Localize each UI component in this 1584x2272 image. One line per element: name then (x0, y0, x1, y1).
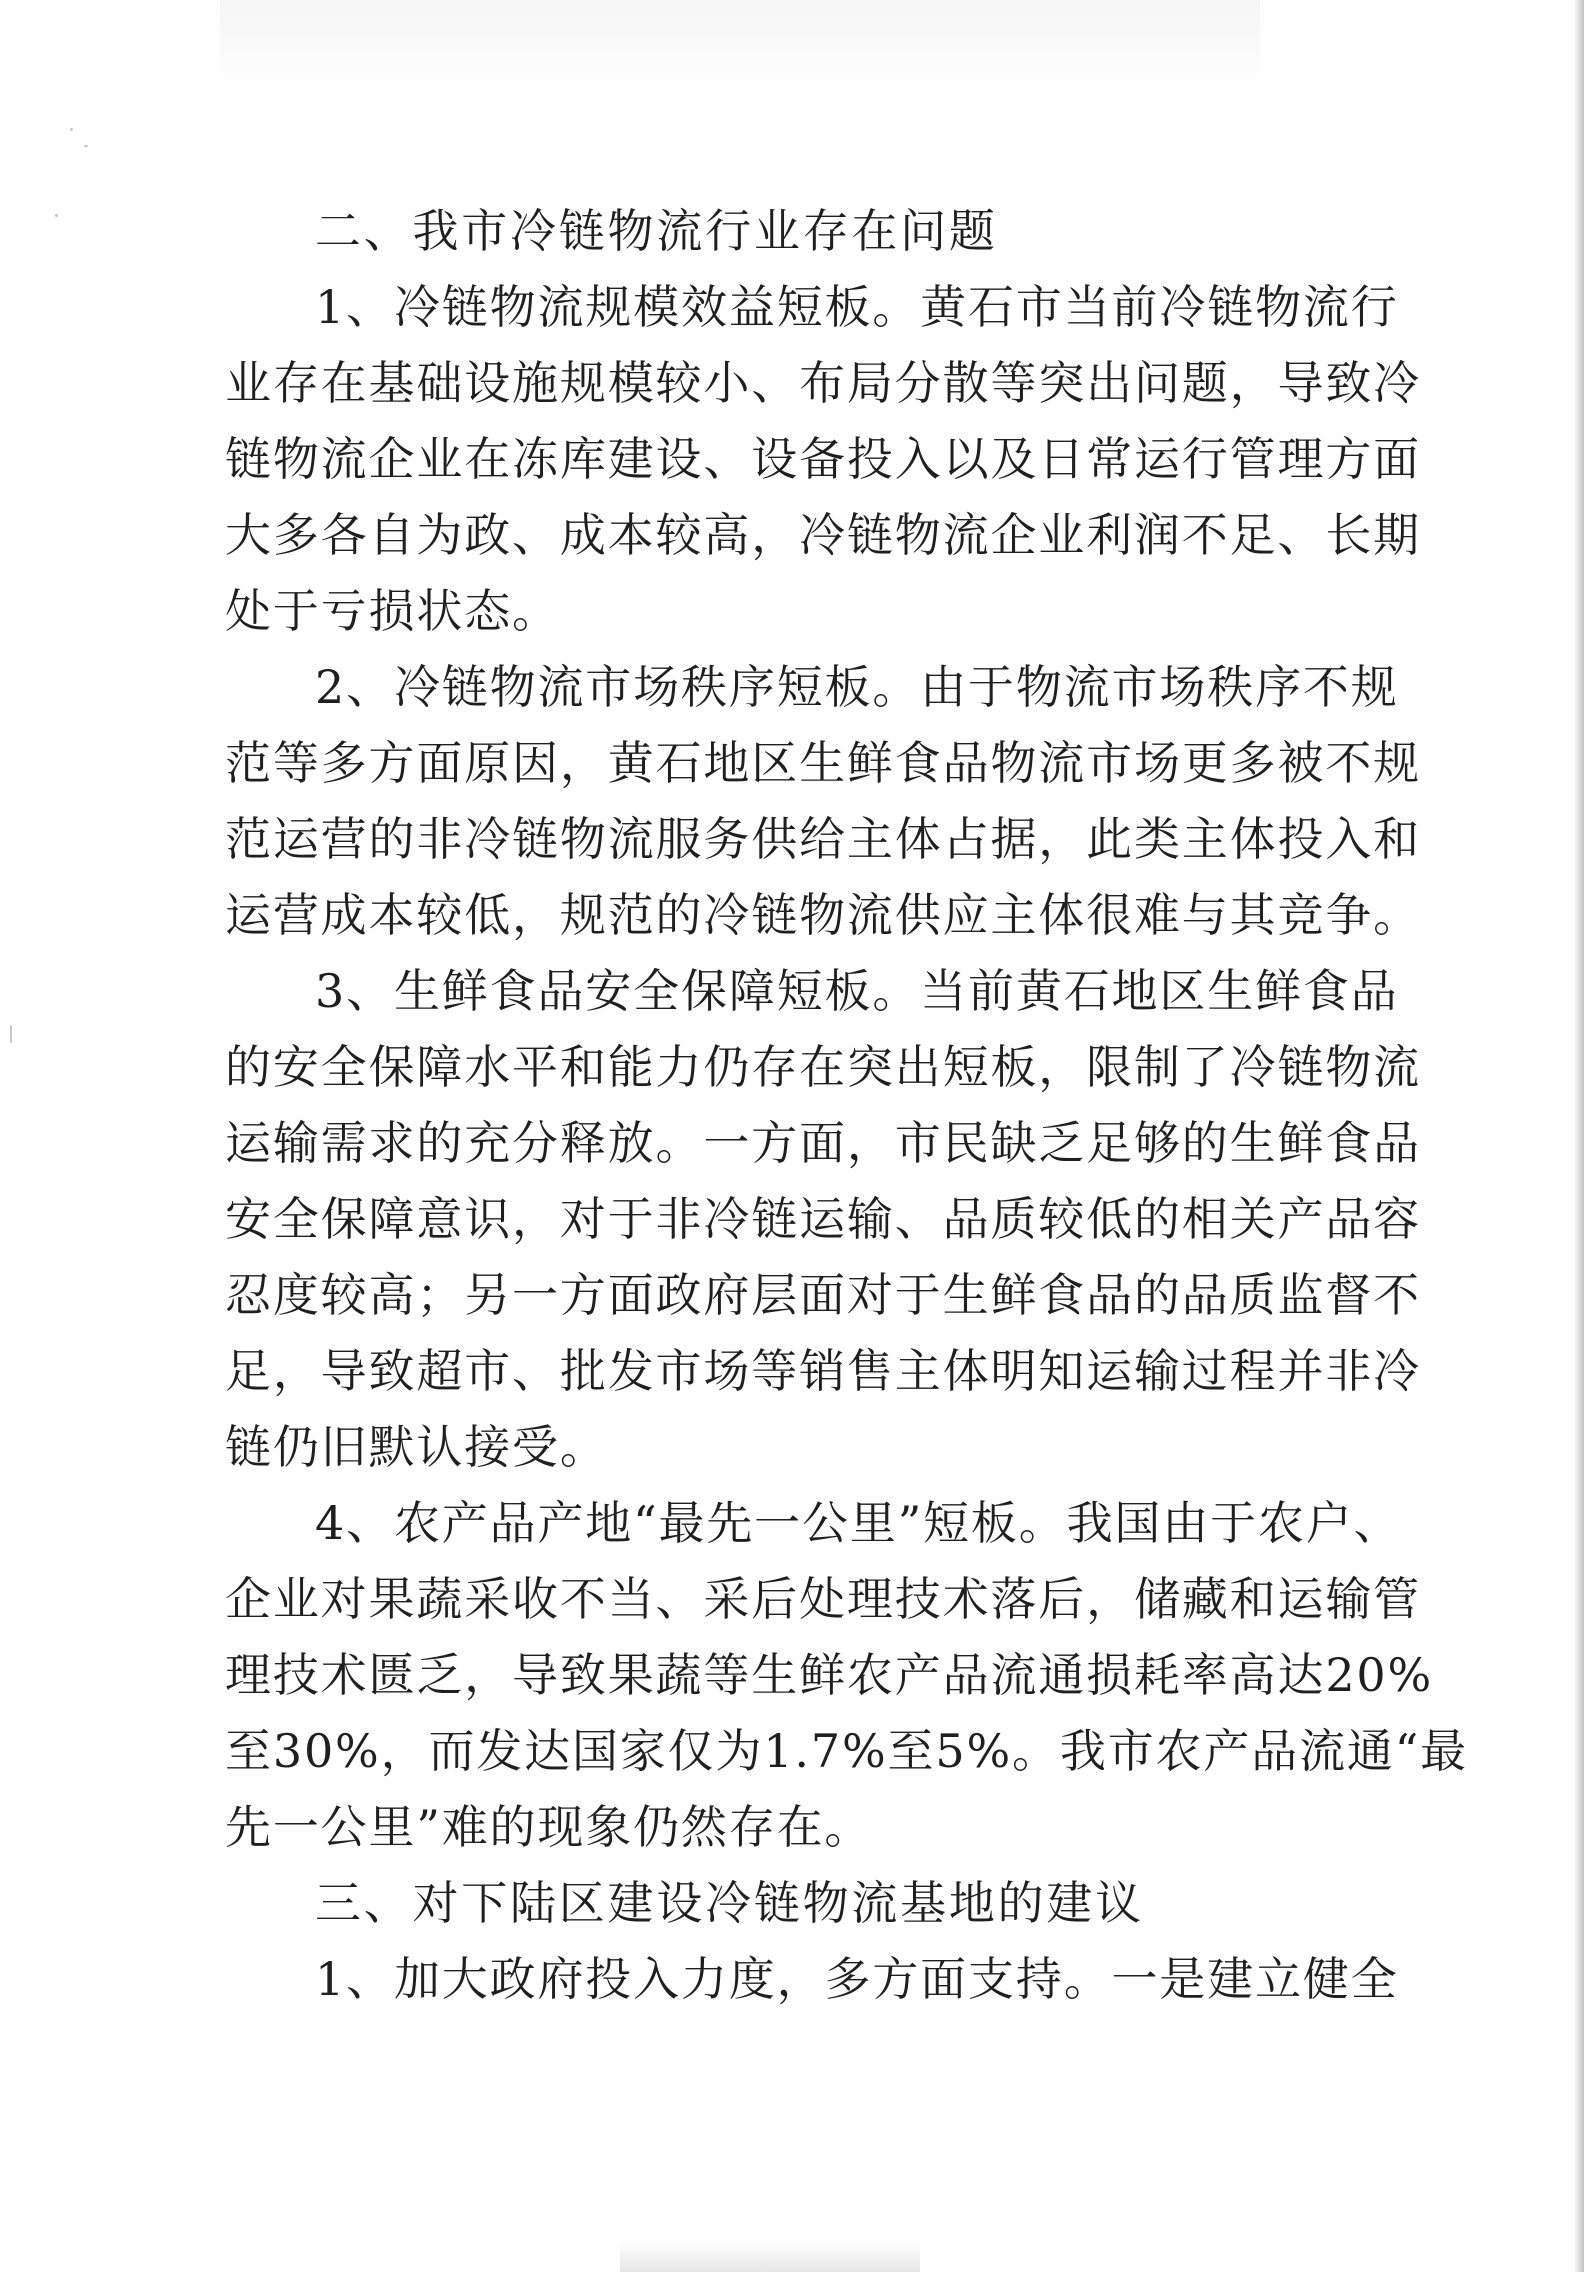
scan-mark-left-3 (55, 214, 58, 217)
document-line-20: 理技术匮乏，导致果蔬等生鲜农产品流通损耗率高达20% (225, 1648, 1434, 1702)
document-line-1: 二、我市冷链物流行业存在问题 (315, 204, 998, 258)
document-line-15: 忍度较高；另一方面政府层面对于生鲜食品的品质监督不 (225, 1268, 1421, 1322)
document-line-12: 的安全保障水平和能力仍存在突出短板，限制了冷链物流 (225, 1040, 1421, 1094)
document-line-19: 企业对果蔬采收不当、采后处理技术落后，储藏和运输管 (225, 1572, 1421, 1626)
scan-mark-left-4 (10, 1025, 12, 1043)
document-line-5: 大多各自为政、成本较高，冷链物流企业利润不足、长期 (225, 508, 1421, 562)
document-line-17: 链仍旧默认接受。 (225, 1420, 608, 1474)
scan-mark-left-1 (70, 128, 73, 131)
document-line-14: 安全保障意识，对于非冷链运输、品质较低的相关产品容 (225, 1192, 1421, 1246)
document-line-7: 2、冷链物流市场秩序短板。由于物流市场秩序不规 (315, 660, 1399, 714)
document-line-16: 足，导致超市、批发市场等销售主体明知运输过程并非冷 (225, 1344, 1421, 1398)
document-line-24: 1、加大政府投入力度，多方面支持。一是建立健全 (315, 1952, 1399, 2006)
scan-shadow-top (220, 0, 1260, 80)
scan-mark-left-2 (84, 145, 88, 147)
document-line-22: 先一公里”难的现象仍然存在。 (225, 1800, 873, 1854)
scan-shadow-bottom (620, 2242, 920, 2272)
document-line-8: 范等多方面原因，黄石地区生鲜食品物流市场更多被不规 (225, 736, 1421, 790)
scan-shadow-right (1574, 0, 1584, 2272)
document-line-13: 运输需求的充分释放。一方面，市民缺乏足够的生鲜食品 (225, 1116, 1421, 1170)
document-line-2: 1、冷链物流规模效益短板。黄石市当前冷链物流行 (315, 280, 1399, 334)
document-line-3: 业存在基础设施规模较小、布局分散等突出问题，导致冷 (225, 356, 1421, 410)
document-line-21: 至30%，而发达国家仅为1.7%至5%。我市农产品流通“最 (225, 1724, 1468, 1778)
document-line-6: 处于亏损状态。 (225, 584, 560, 638)
document-line-9: 范运营的非冷链物流服务供给主体占据，此类主体投入和 (225, 812, 1421, 866)
document-line-4: 链物流企业在冻库建设、设备投入以及日常运行管理方面 (225, 432, 1421, 486)
document-line-18: 4、农产品产地“最先一公里”短板。我国由于农户、 (315, 1496, 1402, 1550)
document-line-10: 运营成本较低，规范的冷链物流供应主体很难与其竞争。 (225, 888, 1421, 942)
document-line-23: 三、对下陆区建设冷链物流基地的建议 (315, 1876, 1144, 1930)
document-line-11: 3、生鲜食品安全保障短板。当前黄石地区生鲜食品 (315, 964, 1399, 1018)
